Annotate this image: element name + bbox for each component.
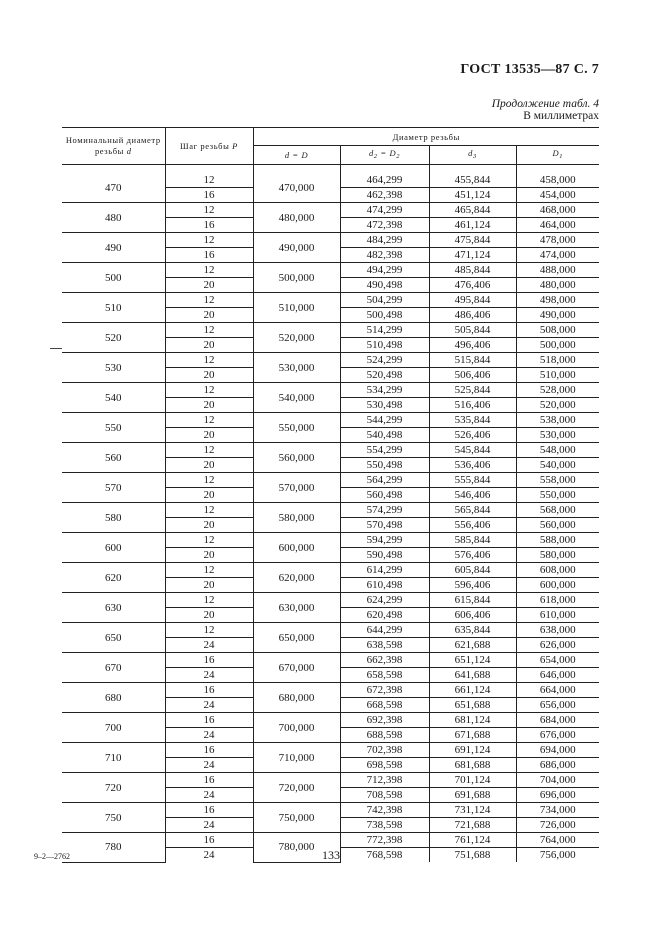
table-row: [62, 563, 599, 578]
d3-cell: 535,844: [429, 413, 516, 428]
d2-cell: 672,398: [340, 683, 429, 698]
pitch-cell: 20: [165, 428, 253, 443]
nominal-diameter-cell: 650: [62, 623, 165, 653]
table-body: [62, 165, 599, 863]
D1-cell: 530,000: [516, 428, 599, 443]
D1-cell: 454,000: [516, 188, 599, 203]
table-continuation-label: Продолжение табл. 4: [491, 98, 599, 110]
d-equals-D-cell: 630,000: [253, 593, 340, 623]
d-equals-D-cell: 560,000: [253, 443, 340, 473]
D1-cell: 764,000: [516, 833, 599, 848]
pitch-cell: 16: [165, 713, 253, 728]
d-equals-D-cell: 510,000: [253, 293, 340, 323]
d3-cell: 555,844: [429, 473, 516, 488]
D1-cell: 458,000: [516, 173, 599, 188]
pitch-cell: 20: [165, 338, 253, 353]
pitch-cell: 20: [165, 548, 253, 563]
pitch-cell: 16: [165, 803, 253, 818]
D1-cell: 734,000: [516, 803, 599, 818]
d2-cell: 702,398: [340, 743, 429, 758]
D1-cell: 560,000: [516, 518, 599, 533]
table-row: [62, 713, 599, 728]
d-equals-D-cell: 470,000: [253, 173, 340, 203]
nominal-diameter-cell: 780: [62, 833, 165, 863]
table-header: [62, 128, 599, 165]
pitch-cell: 24: [165, 668, 253, 683]
d2-cell: 574,299: [340, 503, 429, 518]
d3-cell: 731,124: [429, 803, 516, 818]
D1-cell: 548,000: [516, 443, 599, 458]
pitch-cell: 20: [165, 308, 253, 323]
thread-diameter-table: [62, 127, 599, 863]
pitch-cell: 20: [165, 278, 253, 293]
nominal-diameter-cell: 540: [62, 383, 165, 413]
pitch-cell: 24: [165, 728, 253, 743]
pitch-cell: 20: [165, 398, 253, 413]
table-row: [62, 833, 599, 848]
pitch-cell: 12: [165, 593, 253, 608]
pitch-cell: 24: [165, 788, 253, 803]
pitch-cell: 16: [165, 218, 253, 233]
d2-cell: 490,498: [340, 278, 429, 293]
pitch-cell: 16: [165, 833, 253, 848]
table-row: [62, 443, 599, 458]
d-equals-D-cell: 720,000: [253, 773, 340, 803]
d3-cell: 681,688: [429, 758, 516, 773]
D1-cell: 478,000: [516, 233, 599, 248]
nominal-diameter-cell: 530: [62, 353, 165, 383]
table-row: [62, 323, 599, 338]
D1-cell: 520,000: [516, 398, 599, 413]
d3-cell: 471,124: [429, 248, 516, 263]
d2-cell: 482,398: [340, 248, 429, 263]
d3-cell: 761,124: [429, 833, 516, 848]
table-row: [62, 233, 599, 248]
d2-cell: 708,598: [340, 788, 429, 803]
d3-cell: 506,406: [429, 368, 516, 383]
d-equals-D-cell: 570,000: [253, 473, 340, 503]
nominal-diameter-cell: 560: [62, 443, 165, 473]
d3-cell: 691,688: [429, 788, 516, 803]
D1-cell: 538,000: [516, 413, 599, 428]
d2-cell: 742,398: [340, 803, 429, 818]
d-equals-D-cell: 480,000: [253, 203, 340, 233]
d2-cell: 504,299: [340, 293, 429, 308]
d3-cell: 585,844: [429, 533, 516, 548]
nominal-diameter-cell: 700: [62, 713, 165, 743]
d2-cell: 638,598: [340, 638, 429, 653]
d-equals-D-cell: 710,000: [253, 743, 340, 773]
d2-cell: 768,598: [340, 848, 429, 863]
nominal-diameter-cell: 680: [62, 683, 165, 713]
D1-cell: 500,000: [516, 338, 599, 353]
d3-cell: 651,124: [429, 653, 516, 668]
d-equals-D-cell: 600,000: [253, 533, 340, 563]
D1-cell: 704,000: [516, 773, 599, 788]
D1-cell: 508,000: [516, 323, 599, 338]
d2-cell: 570,498: [340, 518, 429, 533]
d2-cell: 564,299: [340, 473, 429, 488]
d3-cell: 515,844: [429, 353, 516, 368]
d2-cell: 544,299: [340, 413, 429, 428]
d2-cell: 534,299: [340, 383, 429, 398]
pitch-cell: 12: [165, 233, 253, 248]
d3-cell: 545,844: [429, 443, 516, 458]
d-equals-D-cell: 550,000: [253, 413, 340, 443]
d2-cell: 594,299: [340, 533, 429, 548]
d3-cell: 615,844: [429, 593, 516, 608]
d2-cell: 524,299: [340, 353, 429, 368]
header-nominal-text: Номинальный диаметр резьбы: [65, 135, 161, 156]
header-d-equals-D: d = D: [253, 146, 340, 165]
nominal-diameter-cell: 550: [62, 413, 165, 443]
table-row: [62, 503, 599, 518]
d-equals-D-cell: 520,000: [253, 323, 340, 353]
pitch-cell: 24: [165, 848, 253, 863]
table-row: [62, 593, 599, 608]
header-pitch: [165, 128, 253, 165]
D1-cell: 638,000: [516, 623, 599, 638]
d3-cell: 496,406: [429, 338, 516, 353]
pitch-cell: 12: [165, 623, 253, 638]
d2-cell: 692,398: [340, 713, 429, 728]
margin-mark: [50, 348, 62, 349]
D1-cell: 474,000: [516, 248, 599, 263]
d2-cell: 590,498: [340, 548, 429, 563]
d3-cell: 526,406: [429, 428, 516, 443]
nominal-diameter-cell: 710: [62, 743, 165, 773]
pitch-cell: 16: [165, 743, 253, 758]
header-pitch-symbol: P: [232, 141, 238, 151]
d3-cell: 486,406: [429, 308, 516, 323]
D1-cell: 684,000: [516, 713, 599, 728]
D1-cell: 528,000: [516, 383, 599, 398]
d2-cell: 494,299: [340, 263, 429, 278]
pitch-cell: 12: [165, 563, 253, 578]
d3-cell: 485,844: [429, 263, 516, 278]
D1-cell: 464,000: [516, 218, 599, 233]
d2-cell: 472,398: [340, 218, 429, 233]
d3-cell: 605,844: [429, 563, 516, 578]
d-equals-D-cell: 780,000: [253, 833, 340, 863]
d2-cell: 624,299: [340, 593, 429, 608]
table-row: [62, 623, 599, 638]
D1-cell: 676,000: [516, 728, 599, 743]
pitch-cell: 20: [165, 488, 253, 503]
nominal-diameter-cell: 670: [62, 653, 165, 683]
header-nominal-diameter: [62, 128, 165, 165]
pitch-cell: 20: [165, 458, 253, 473]
d-equals-D-cell: 620,000: [253, 563, 340, 593]
d3-cell: 455,844: [429, 173, 516, 188]
d2-cell: 474,299: [340, 203, 429, 218]
d3-cell: 576,406: [429, 548, 516, 563]
pitch-cell: 16: [165, 653, 253, 668]
pitch-cell: 20: [165, 518, 253, 533]
d3-cell: 536,406: [429, 458, 516, 473]
d2-cell: 658,598: [340, 668, 429, 683]
table-row: [62, 173, 599, 188]
D1-cell: 656,000: [516, 698, 599, 713]
table-row: [62, 773, 599, 788]
d2-cell: 540,498: [340, 428, 429, 443]
D1-cell: 600,000: [516, 578, 599, 593]
d2-cell: 464,299: [340, 173, 429, 188]
pitch-cell: 20: [165, 608, 253, 623]
d-equals-D-cell: 650,000: [253, 623, 340, 653]
d-equals-D-cell: 500,000: [253, 263, 340, 293]
pitch-cell: 12: [165, 323, 253, 338]
pitch-cell: 12: [165, 473, 253, 488]
D1-cell: 608,000: [516, 563, 599, 578]
d2-cell: 530,498: [340, 398, 429, 413]
pitch-cell: 12: [165, 353, 253, 368]
d2-cell: 484,299: [340, 233, 429, 248]
nominal-diameter-cell: 600: [62, 533, 165, 563]
D1-cell: 540,000: [516, 458, 599, 473]
table-row: [62, 683, 599, 698]
d3-cell: 476,406: [429, 278, 516, 293]
d-equals-D-cell: 700,000: [253, 713, 340, 743]
d3-cell: 681,124: [429, 713, 516, 728]
d3-cell: 596,406: [429, 578, 516, 593]
D1-cell: 550,000: [516, 488, 599, 503]
d2-cell: 462,398: [340, 188, 429, 203]
D1-cell: 580,000: [516, 548, 599, 563]
pitch-cell: 16: [165, 773, 253, 788]
D1-cell: 664,000: [516, 683, 599, 698]
pitch-cell: 12: [165, 383, 253, 398]
d-equals-D-cell: 680,000: [253, 683, 340, 713]
d3-cell: 701,124: [429, 773, 516, 788]
d2-cell: 620,498: [340, 608, 429, 623]
d3-cell: 556,406: [429, 518, 516, 533]
nominal-diameter-cell: 750: [62, 803, 165, 833]
D1-cell: 618,000: [516, 593, 599, 608]
pitch-cell: 12: [165, 173, 253, 188]
document-title: ГОСТ 13535—87 С. 7: [460, 62, 599, 77]
table-row: [62, 743, 599, 758]
units-label: В миллиметрах: [523, 110, 599, 122]
D1-cell: 498,000: [516, 293, 599, 308]
pitch-cell: 16: [165, 188, 253, 203]
header-pitch-text: Шаг резьбы: [180, 141, 230, 151]
table-row: [62, 413, 599, 428]
pitch-cell: 24: [165, 818, 253, 833]
header-nominal-symbol: d: [126, 146, 132, 156]
table-row: [62, 533, 599, 548]
d2-cell: 550,498: [340, 458, 429, 473]
header-D1: $D_1$: [516, 146, 599, 165]
nominal-diameter-cell: 490: [62, 233, 165, 263]
nominal-diameter-cell: 510: [62, 293, 165, 323]
header-row-main: [62, 128, 599, 146]
d3-cell: 751,688: [429, 848, 516, 863]
table-row: [62, 203, 599, 218]
D1-cell: 686,000: [516, 758, 599, 773]
D1-cell: 588,000: [516, 533, 599, 548]
pitch-cell: 12: [165, 503, 253, 518]
D1-cell: 726,000: [516, 818, 599, 833]
pitch-cell: 24: [165, 698, 253, 713]
d2-cell: 662,398: [340, 653, 429, 668]
pitch-cell: 12: [165, 533, 253, 548]
d2-cell: 772,398: [340, 833, 429, 848]
nominal-diameter-cell: 470: [62, 173, 165, 203]
D1-cell: 490,000: [516, 308, 599, 323]
d2-cell: 614,299: [340, 563, 429, 578]
nominal-diameter-cell: 520: [62, 323, 165, 353]
pitch-cell: 24: [165, 758, 253, 773]
d2-cell: 510,498: [340, 338, 429, 353]
D1-cell: 610,000: [516, 608, 599, 623]
d2-cell: 520,498: [340, 368, 429, 383]
d3-cell: 671,688: [429, 728, 516, 743]
nominal-diameter-cell: 630: [62, 593, 165, 623]
d2-cell: 712,398: [340, 773, 429, 788]
d3-cell: 621,688: [429, 638, 516, 653]
table-row: [62, 353, 599, 368]
d3-cell: 606,406: [429, 608, 516, 623]
d2-cell: 668,598: [340, 698, 429, 713]
pitch-cell: 20: [165, 578, 253, 593]
nominal-diameter-cell: 500: [62, 263, 165, 293]
D1-cell: 626,000: [516, 638, 599, 653]
d3-cell: 635,844: [429, 623, 516, 638]
d3-cell: 495,844: [429, 293, 516, 308]
pitch-cell: 24: [165, 638, 253, 653]
d3-cell: 651,688: [429, 698, 516, 713]
D1-cell: 468,000: [516, 203, 599, 218]
d3-cell: 505,844: [429, 323, 516, 338]
D1-cell: 694,000: [516, 743, 599, 758]
pitch-cell: 12: [165, 263, 253, 278]
pitch-cell: 12: [165, 203, 253, 218]
pitch-cell: 16: [165, 683, 253, 698]
header-d2: $d_2 = D_2$: [340, 146, 429, 165]
nominal-diameter-cell: 480: [62, 203, 165, 233]
pitch-cell: 20: [165, 368, 253, 383]
d3-cell: 691,124: [429, 743, 516, 758]
D1-cell: 654,000: [516, 653, 599, 668]
nominal-diameter-cell: 580: [62, 503, 165, 533]
table-row: [62, 383, 599, 398]
header-diameter-group: Диаметр резьбы: [253, 128, 599, 146]
d2-cell: 554,299: [340, 443, 429, 458]
table-row: [62, 293, 599, 308]
pitch-cell: 12: [165, 413, 253, 428]
D1-cell: 488,000: [516, 263, 599, 278]
d3-cell: 546,406: [429, 488, 516, 503]
d3-cell: 451,124: [429, 188, 516, 203]
d2-cell: 500,498: [340, 308, 429, 323]
d-equals-D-cell: 490,000: [253, 233, 340, 263]
D1-cell: 558,000: [516, 473, 599, 488]
D1-cell: 510,000: [516, 368, 599, 383]
d-equals-D-cell: 530,000: [253, 353, 340, 383]
header-d3: $d_3$: [429, 146, 516, 165]
d3-cell: 565,844: [429, 503, 516, 518]
d2-cell: 514,299: [340, 323, 429, 338]
D1-cell: 568,000: [516, 503, 599, 518]
d3-cell: 465,844: [429, 203, 516, 218]
D1-cell: 646,000: [516, 668, 599, 683]
d3-cell: 516,406: [429, 398, 516, 413]
table-row: [62, 473, 599, 488]
page-number: 133: [322, 848, 340, 862]
pitch-cell: 16: [165, 248, 253, 263]
pitch-cell: 12: [165, 293, 253, 308]
table-row: [62, 263, 599, 278]
d3-cell: 641,688: [429, 668, 516, 683]
nominal-diameter-cell: 620: [62, 563, 165, 593]
nominal-diameter-cell: 570: [62, 473, 165, 503]
d3-cell: 721,688: [429, 818, 516, 833]
pitch-cell: 12: [165, 443, 253, 458]
d3-cell: 475,844: [429, 233, 516, 248]
D1-cell: 756,000: [516, 848, 599, 863]
nominal-diameter-cell: 720: [62, 773, 165, 803]
D1-cell: 480,000: [516, 278, 599, 293]
D1-cell: 518,000: [516, 353, 599, 368]
table-spacer-row: [62, 165, 599, 174]
d3-cell: 661,124: [429, 683, 516, 698]
footer-print-code: 9–2—2762: [34, 852, 70, 861]
d2-cell: 688,598: [340, 728, 429, 743]
d2-cell: 698,598: [340, 758, 429, 773]
d3-cell: 525,844: [429, 383, 516, 398]
d2-cell: 644,299: [340, 623, 429, 638]
d-equals-D-cell: 670,000: [253, 653, 340, 683]
d2-cell: 738,598: [340, 818, 429, 833]
d2-cell: 560,498: [340, 488, 429, 503]
D1-cell: 696,000: [516, 788, 599, 803]
d2-cell: 610,498: [340, 578, 429, 593]
table-row: [62, 653, 599, 668]
d-equals-D-cell: 750,000: [253, 803, 340, 833]
d-equals-D-cell: 540,000: [253, 383, 340, 413]
d3-cell: 461,124: [429, 218, 516, 233]
table-row: [62, 803, 599, 818]
d-equals-D-cell: 580,000: [253, 503, 340, 533]
